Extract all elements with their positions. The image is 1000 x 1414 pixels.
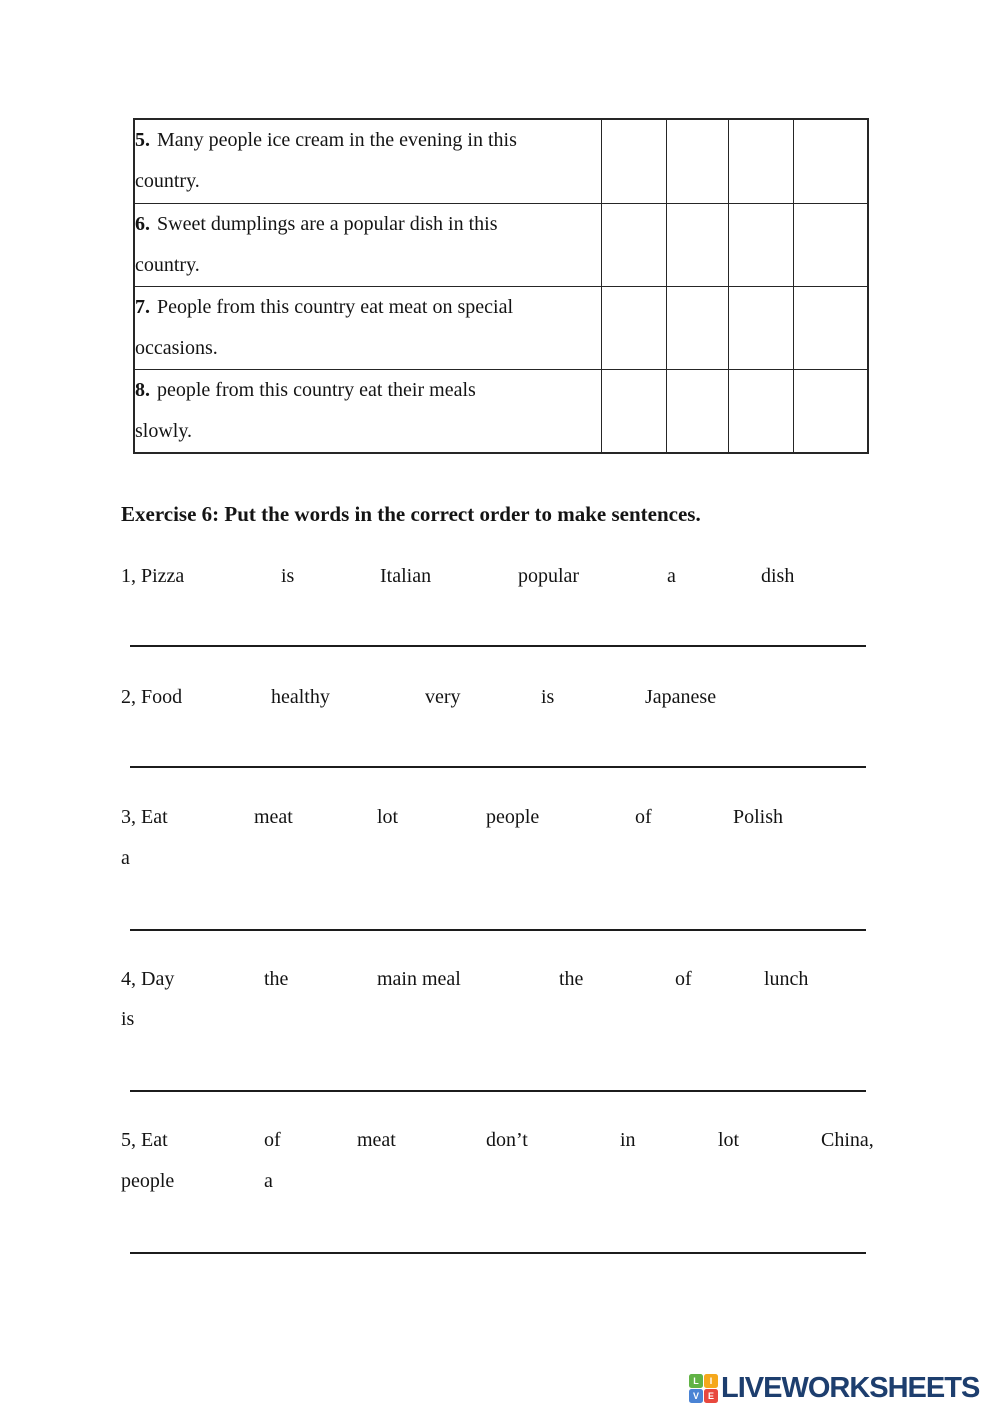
scramble-word: lot	[718, 1129, 740, 1151]
answer-line-3[interactable]	[130, 929, 866, 931]
logo-square-e: E	[704, 1389, 718, 1403]
table-row	[134, 286, 868, 369]
answer-cell[interactable]	[728, 203, 793, 286]
exercise6-heading: Exercise 6: Put the words in the correct order to make sentences.	[121, 502, 701, 526]
quiz-table	[133, 118, 869, 454]
scramble-word: 5, Eat	[121, 1129, 168, 1151]
answer-line-4[interactable]	[130, 1090, 866, 1092]
sentence-cell	[134, 119, 601, 203]
scramble-word: people	[486, 806, 540, 828]
sentence-line-1: People from this country eat meat on special	[157, 295, 514, 318]
sentence-cell	[134, 286, 601, 369]
sentence-line-2: country.	[135, 253, 200, 276]
scramble-word: 1, Pizza	[121, 565, 185, 587]
answer-cell[interactable]	[666, 119, 728, 203]
scramble-word: healthy	[271, 686, 330, 708]
liveworksheets-logo[interactable]	[689, 1372, 979, 1405]
answer-cell[interactable]	[793, 203, 868, 286]
table-row	[134, 369, 868, 453]
liveworksheets-wordmark: LIVEWORKSHEETS	[721, 1372, 980, 1404]
scramble-word: 2, Food	[121, 686, 183, 708]
answer-cell[interactable]	[793, 286, 868, 369]
scramble-word: very	[425, 686, 461, 708]
sentence-line-2: occasions.	[135, 336, 218, 359]
answer-cell[interactable]	[793, 369, 868, 453]
sentence-line-1: people from this country eat their meals	[157, 378, 476, 401]
answer-line-1[interactable]	[130, 645, 866, 647]
scramble-word: Japanese	[645, 686, 717, 708]
scramble-word: 3, Eat	[121, 806, 168, 828]
scramble-word: meat	[357, 1129, 396, 1151]
scramble-word: main meal	[377, 968, 461, 990]
table-row	[134, 119, 868, 203]
answer-cell[interactable]	[601, 203, 666, 286]
scramble-word: is	[121, 1008, 135, 1030]
scramble-word: is	[541, 686, 555, 708]
sentence-cell	[134, 369, 601, 453]
answer-cell[interactable]	[601, 369, 666, 453]
scramble-word: Italian	[380, 565, 432, 587]
scramble-word: China,	[821, 1129, 874, 1151]
scramble-word: in	[620, 1129, 636, 1151]
scramble-word: meat	[254, 806, 293, 828]
scramble-word: don’t	[486, 1129, 528, 1151]
answer-cell[interactable]	[666, 286, 728, 369]
table-row	[134, 203, 868, 286]
row-number: 7.	[135, 295, 150, 318]
sentence-line-2: slowly.	[135, 419, 193, 442]
answer-cell[interactable]	[601, 286, 666, 369]
answer-line-2[interactable]	[130, 766, 866, 768]
scramble-word: the	[264, 968, 289, 990]
scramble-word: lunch	[764, 968, 809, 990]
answer-cell[interactable]	[728, 119, 793, 203]
row-number: 8.	[135, 378, 150, 401]
scramble-word: a	[121, 847, 130, 869]
liveworksheets-logo-icon	[689, 1374, 718, 1403]
answer-cell[interactable]	[666, 203, 728, 286]
scramble-word: lot	[377, 806, 399, 828]
sentence-line-1: Sweet dumplings are a popular dish in this	[157, 212, 498, 235]
answer-cell[interactable]	[793, 119, 868, 203]
answer-cell[interactable]	[728, 286, 793, 369]
scramble-word: of	[635, 806, 652, 828]
scramble-word: of	[675, 968, 692, 990]
scramble-word: a	[667, 565, 676, 587]
sentence-line-2: country.	[135, 170, 200, 192]
scramble-word: a	[264, 1170, 273, 1192]
scramble-word: popular	[518, 565, 580, 587]
scramble-word: of	[264, 1129, 281, 1151]
sentence-line-1: Many people ice cream in the evening in this	[157, 129, 517, 151]
logo-square-v: V	[689, 1389, 703, 1403]
scramble-word: Polish	[733, 806, 784, 828]
scramble-word: the	[559, 968, 584, 990]
answer-line-5[interactable]	[130, 1252, 866, 1254]
logo-square-i: I	[704, 1374, 718, 1388]
sentence-cell	[134, 203, 601, 286]
answer-cell[interactable]	[666, 369, 728, 453]
answer-cell[interactable]	[728, 369, 793, 453]
scramble-word: dish	[761, 565, 795, 587]
answer-cell[interactable]	[601, 119, 666, 203]
scramble-word: 4, Day	[121, 968, 175, 990]
row-number: 5.	[135, 129, 150, 151]
logo-square-l: L	[689, 1374, 703, 1388]
row-number: 6.	[135, 212, 150, 235]
scramble-word: is	[281, 565, 295, 587]
scramble-word: people	[121, 1170, 175, 1192]
